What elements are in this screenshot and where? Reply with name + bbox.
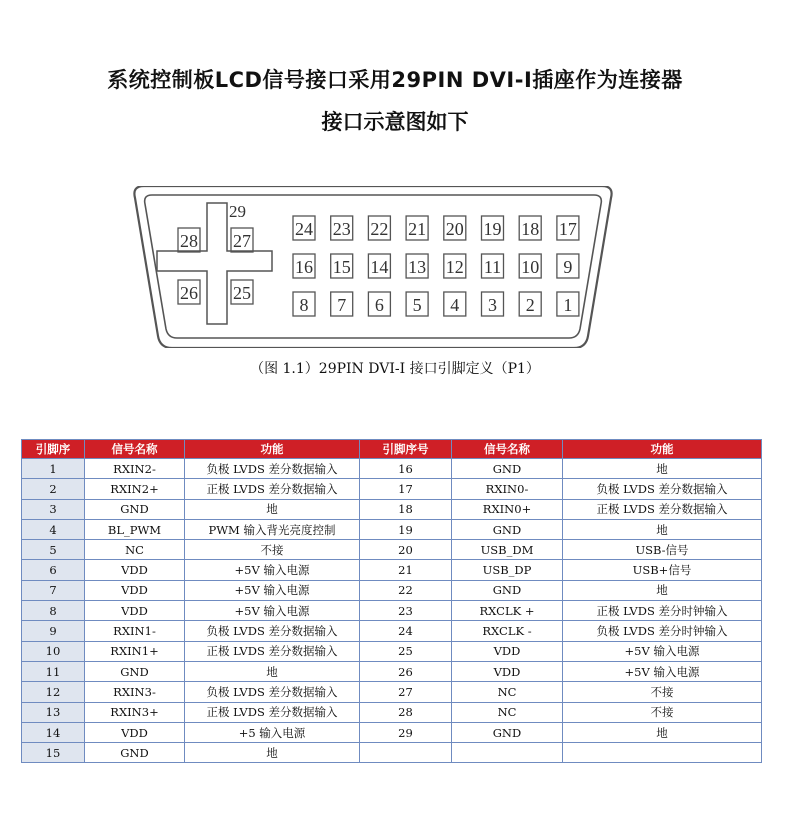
pin-28-label: 28 [180,231,198,251]
function-2-cell: +5V 输入电源 [563,641,762,661]
pin-number-2-cell: 28 [360,702,452,722]
table-row [22,743,762,763]
pin-number-2-cell: 22 [360,580,452,600]
pin-23-label: 23 [332,219,351,239]
signal-name-cell: RXIN2- [85,459,185,479]
table-row [22,519,762,539]
pin-14-label: 14 [370,257,389,277]
function-cell: 负极 LVDS 差分数据输入 [185,459,360,479]
table-row [22,580,762,600]
pin-4-label: 4 [450,295,460,315]
pin-number-cell: 7 [22,580,85,600]
dvi-connector-diagram [132,186,614,348]
col-header-pin-2: 引脚序号 [360,440,452,459]
pin-number-cell: 5 [22,540,85,560]
signal-name-cell: RXIN3- [85,682,185,702]
function-2-cell: 地 [563,722,762,742]
function-cell: 正极 LVDS 差分数据输入 [185,702,360,722]
function-2-cell: 负极 LVDS 差分时钟输入 [563,621,762,641]
signal-name-cell: RXIN3+ [85,702,185,722]
pin-number-2-cell: 27 [360,682,452,702]
signal-name-cell: GND [85,661,185,681]
signal-name-2-cell: GND [452,722,563,742]
table-row [22,682,762,702]
pin-3-label: 3 [488,295,497,315]
pin-number-cell: 9 [22,621,85,641]
signal-name-2-cell: NC [452,702,563,722]
signal-name-cell: GND [85,499,185,519]
col-header-function-2: 功能 [563,440,762,459]
function-cell: +5 输入电源 [185,722,360,742]
function-cell: 正极 LVDS 差分数据输入 [185,479,360,499]
function-2-cell: 地 [563,459,762,479]
pin-number-cell: 6 [22,560,85,580]
pin-17-label: 17 [558,219,577,239]
pin-26-label: 26 [180,283,198,303]
function-2-cell: 地 [563,580,762,600]
table-row [22,661,762,681]
pin-number-cell: 2 [22,479,85,499]
figure-caption: （图 1.1）29PIN DVI-I 接口引脚定义（P1） [250,361,540,377]
col-header-signal-2: 信号名称 [452,440,563,459]
signal-name-2-cell: USB_DP [452,560,563,580]
table-header-row [22,440,762,459]
function-cell: 正极 LVDS 差分数据输入 [185,641,360,661]
pin-number-2-cell: 26 [360,661,452,681]
empty-cell [452,743,563,763]
pin-22-label: 22 [370,219,389,239]
pin-number-2-cell: 25 [360,641,452,661]
pin-definition-table [21,439,762,763]
signal-name-cell: NC [85,540,185,560]
table-row [22,702,762,722]
pin-number-2-cell: 18 [360,499,452,519]
pin-20-label: 20 [445,219,464,239]
pin-1-label: 1 [563,295,573,315]
signal-name-cell: RXIN1+ [85,641,185,661]
pin29-label: 29 [229,202,246,221]
pin-27-label: 27 [233,231,251,251]
pin-21-label: 21 [408,219,427,239]
function-cell: +5V 输入电源 [185,560,360,580]
pin-25-label: 25 [233,283,251,303]
pin-number-2-cell: 16 [360,459,452,479]
function-cell: 地 [185,661,360,681]
table-row [22,601,762,621]
signal-name-cell: VDD [85,722,185,742]
function-cell: +5V 输入电源 [185,580,360,600]
pin-number-cell: 10 [22,641,85,661]
pin-11-label: 11 [483,257,502,277]
pin-number-cell: 4 [22,519,85,539]
function-cell: +5V 输入电源 [185,601,360,621]
function-2-cell: USB-信号 [563,540,762,560]
table-row [22,641,762,661]
pin-group [178,216,579,316]
function-2-cell: 正极 LVDS 差分数据输入 [563,499,762,519]
pin-12-label: 12 [445,257,464,277]
pin-number-cell: 14 [22,722,85,742]
signal-name-2-cell: NC [452,682,563,702]
pin-24-label: 24 [295,219,313,239]
pin-number-cell: 1 [22,459,85,479]
signal-name-cell: VDD [85,601,185,621]
signal-name-2-cell: RXIN0+ [452,499,563,519]
function-cell: 地 [185,499,360,519]
pin-number-2-cell: 21 [360,560,452,580]
pin29-cross [157,203,272,324]
pin-number-2-cell: 29 [360,722,452,742]
signal-name-cell: RXIN1- [85,621,185,641]
pin-number-2-cell: 19 [360,519,452,539]
page-subtitle: 接口示意图如下 [321,110,469,134]
pin-number-cell: 8 [22,601,85,621]
pin-number-cell: 13 [22,702,85,722]
pin-19-label: 19 [483,219,502,239]
pin-16-label: 16 [295,257,313,277]
table-row [22,540,762,560]
pin-7-label: 7 [337,295,347,315]
signal-name-2-cell: RXIN0- [452,479,563,499]
function-2-cell: 地 [563,519,762,539]
pin-number-2-cell: 24 [360,621,452,641]
col-header-pin: 引脚序 [22,440,85,459]
pin-18-label: 18 [521,219,540,239]
function-2-cell: 不接 [563,702,762,722]
function-cell: 负极 LVDS 差分数据输入 [185,682,360,702]
col-header-signal: 信号名称 [85,440,185,459]
signal-name-cell: RXIN2+ [85,479,185,499]
table-row [22,722,762,742]
function-cell: PWM 输入背光亮度控制 [185,519,360,539]
function-2-cell: 负极 LVDS 差分数据输入 [563,479,762,499]
function-2-cell: 正极 LVDS 差分时钟输入 [563,601,762,621]
pin-6-label: 6 [374,295,384,315]
pin-8-label: 8 [299,295,309,315]
table-row [22,459,762,479]
signal-name-cell: BL_PWM [85,519,185,539]
signal-name-cell: VDD [85,560,185,580]
pin-number-cell: 12 [22,682,85,702]
signal-name-cell: GND [85,743,185,763]
signal-name-2-cell: GND [452,580,563,600]
pin-9-label: 9 [563,257,573,277]
pin-2-label: 2 [525,295,535,315]
signal-name-2-cell: RXCLK + [452,601,563,621]
table-row [22,560,762,580]
function-cell: 不接 [185,540,360,560]
pin-number-2-cell: 17 [360,479,452,499]
pin-13-label: 13 [408,257,427,277]
signal-name-2-cell: VDD [452,641,563,661]
pin-number-cell: 3 [22,499,85,519]
signal-name-2-cell: GND [452,459,563,479]
signal-name-2-cell: VDD [452,661,563,681]
signal-name-2-cell: USB_DM [452,540,563,560]
pin-number-2-cell: 20 [360,540,452,560]
function-2-cell: USB+信号 [563,560,762,580]
table-row [22,479,762,499]
signal-name-cell: VDD [85,580,185,600]
pin-5-label: 5 [412,295,422,315]
page-title: 系统控制板LCD信号接口采用29PIN DVI-I插座作为连接器 [107,68,683,92]
pin-number-2-cell: 23 [360,601,452,621]
pin-15-label: 15 [332,257,351,277]
function-cell: 负极 LVDS 差分数据输入 [185,621,360,641]
table-row [22,499,762,519]
function-cell: 地 [185,743,360,763]
empty-cell [360,743,452,763]
pin-10-label: 10 [521,257,540,277]
function-2-cell: 不接 [563,682,762,702]
col-header-function: 功能 [185,440,360,459]
pin-number-cell: 15 [22,743,85,763]
pin-number-cell: 11 [22,661,85,681]
empty-cell [563,743,762,763]
function-2-cell: +5V 输入电源 [563,661,762,681]
signal-name-2-cell: GND [452,519,563,539]
table-row [22,621,762,641]
signal-name-2-cell: RXCLK - [452,621,563,641]
